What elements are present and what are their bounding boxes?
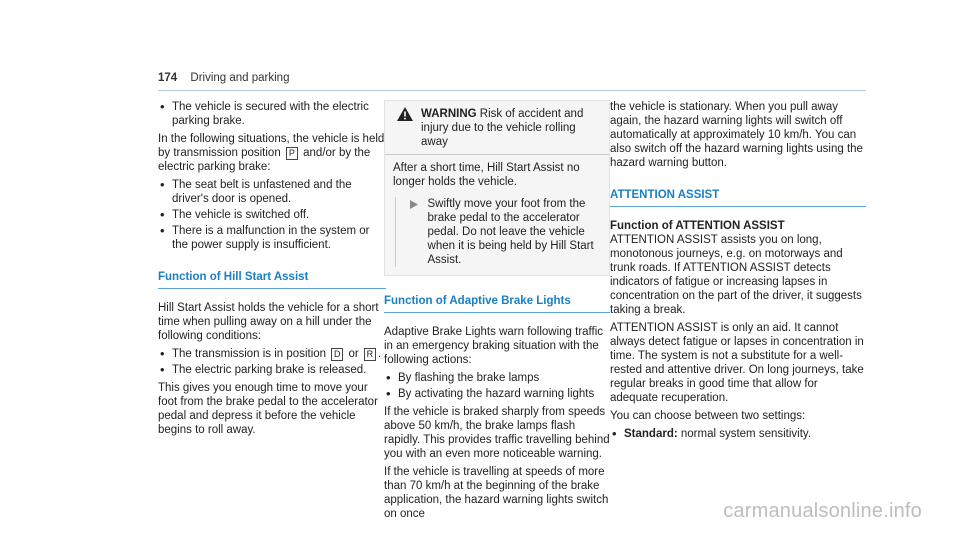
warning-box [384,100,610,276]
action-bar [395,197,396,267]
list-item: • The seat belt is unfastened and the driver's door is opened. [158,178,386,206]
list-item: • There is a malfunction in the system or the power supply is insufficient. [158,224,386,252]
adaptive-brake-lights-heading: Function of Adaptive Brake Lights [384,295,571,307]
list-item: • The vehicle is secured with the electric parking brake. [158,100,386,128]
secured-list [158,100,386,128]
continued-paragraph: the vehicle is stationary. When you pull away again, the hazard warning lights will switch off automatically at approximately 10 km/h. You can also switch off the hazard warning lights using the hazard warning button. [610,101,863,169]
function-paragraph-1: ATTENTION ASSIST assists you on long, monotonous journeys, e.g. on motorways and trunk roads. If ATTENTION ASSIST detects indicators of fatigue or increasing lapses in concentration on the part of the driver, it suggests taking a break. [610,234,862,316]
warning-action [393,197,601,267]
header-divider [158,90,866,91]
function-paragraph-2: ATTENTION ASSIST is only an aid. It cannot always detect fatigue or lapses in concentration in time. The system is not a substitute for a well-rested and attentive driver. On long journeys, take regular breaks in good time that allow for adequate recuperation. [610,322,864,404]
section-divider [610,206,866,207]
function-subheading: Function of ATTENTION ASSIST [610,220,785,232]
gear-r-icon: R [364,348,376,361]
warning-divider [385,154,609,155]
warning-title-row [393,107,601,149]
section-divider [158,288,386,289]
warning-triangle-icon [397,107,413,121]
held-intro: In the following situations, the vehicle is held by transmission position P and/or by the electric parking brake: [158,133,385,173]
abl-paragraph-2: If the vehicle is travelling at speeds of more than 70 km/h at the beginning of the brake application, the hazard warning lights switch on once [384,466,609,520]
column-left [158,100,386,441]
column-right [610,100,866,445]
gear-p-icon: P [286,147,298,160]
warning-body: After a short time, Hill Start Assist no longer holds the vehicle. [393,162,580,188]
hill-start-heading: Function of Hill Start Assist [158,271,309,283]
warning-action-text: Swiftly move your foot from the brake pedal to the accelerator pedal. Do not leave the vehicle when it is being held by Hill Start Assist. [427,198,594,266]
hill-intro: Hill Start Assist holds the vehicle for a short time when pulling away on a hill under the following conditions: [158,302,379,342]
standard-label: Standard: [624,428,678,440]
list-item: • The transmission is in position D or R . [158,347,386,361]
list-item: • Standard: normal system sensitivity. [610,427,866,441]
attention-assist-heading: ATTENTION ASSIST [610,189,720,201]
hill-outro: This gives you enough time to move your foot from the brake pedal to the accelerator pedal and depress it before the vehicle begins to roll away. [158,382,378,436]
abl-intro: Adaptive Brake Lights warn following traffic in an emergency braking situation with the following actions: [384,326,604,366]
section-divider [384,312,610,313]
hill-conditions-list [158,347,386,377]
choose-settings-text: You can choose between two settings: [610,410,806,422]
page-number: 174 [158,72,178,84]
abl-paragraph-1: If the vehicle is braked sharply from speeds above 50 km/h, the brake lamps flash rapidly. This provides traffic travelling behind you with an even more noticeable warning. [384,406,610,460]
settings-list [610,427,866,441]
list-item: • By flashing the brake lamps [384,371,610,385]
gear-d-icon: D [331,348,343,361]
list-item: • By activating the hazard warning lights [384,387,610,401]
list-item: • The electric parking brake is released. [158,363,386,377]
list-item: • The vehicle is switched off. [158,208,386,222]
watermark: carmanualsonline.info [723,500,922,522]
chapter-title: Driving and parking [190,72,290,84]
page-header [158,72,289,84]
action-arrow-icon [410,200,418,209]
warning-title: WARNING Risk of accident and injury due to the vehicle rolling away [421,108,584,148]
column-middle [384,100,610,525]
held-conditions-list [158,178,386,252]
abl-actions-list [384,371,610,401]
